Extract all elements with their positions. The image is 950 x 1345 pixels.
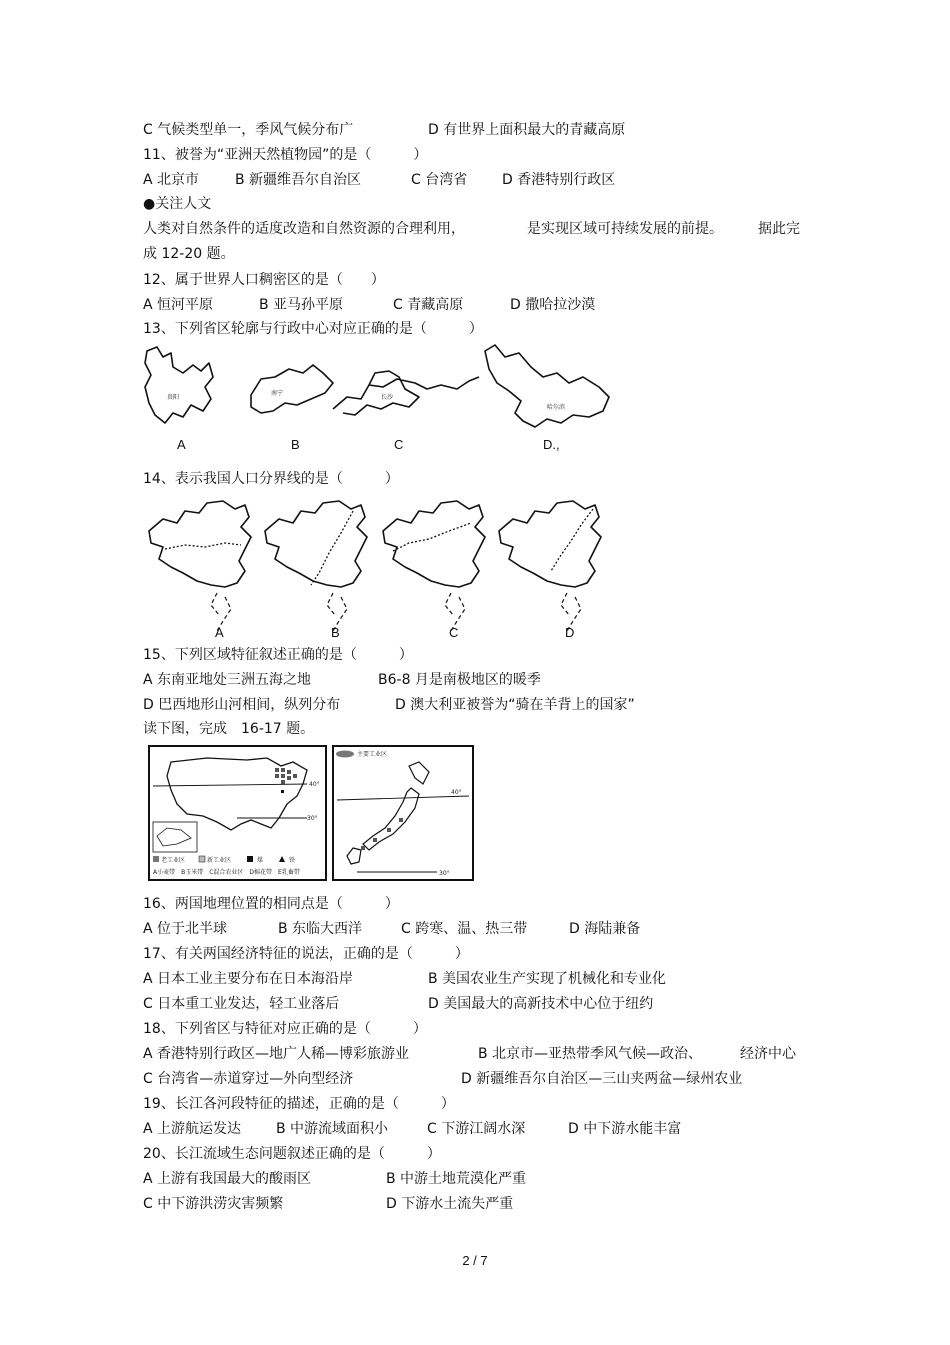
q17-option-b: B 美国农业生产实现了机械化和专业化 [428,971,667,987]
q17-stem: 17、有关两国经济特征的说法，正确的是（ ） [143,946,469,962]
usa-map [149,746,326,880]
japan-lat-30: 30° [439,870,450,877]
q13-outline-c [333,371,479,415]
japan-map [333,746,473,880]
q10-option-c: C 气候类型单一，季风气候分布广 [143,122,354,138]
japan-legend-industrial: 主要工业区 [357,751,388,758]
q13-city-b: 南宁 [271,390,284,397]
q13-outline-d [485,345,609,427]
q11-option-c: C 台湾省 [411,172,468,188]
q16-stem: 16、两国地理位置的相同点是（ ） [143,896,399,912]
section-intro-part1: 人类对自然条件的适度改造和自然资源的合理利用， [143,221,465,237]
section-title: ●关注人文 [143,196,212,212]
section-intro-part2: 是实现区域可持续发展的前提。 [527,221,723,237]
usa-legend-belts: A小麦带 B玉米带 C混合农业区 D棉花带 E乳畜带 [153,869,300,876]
q16-option-b: B 东临大西洋 [278,921,363,937]
q19-stem: 19、长江各河段特征的描述，正确的是（ ） [143,1096,455,1112]
q17-option-c: C 日本重工业发达，轻工业落后 [143,996,340,1012]
q14-stem: 14、表示我国人口分界线的是（ ） [143,471,399,487]
q18-stem: 18、下列省区与特征对应正确的是（ ） [143,1021,427,1037]
q12-option-b: B 亚马孙平原 [259,297,344,313]
q16-option-a: A 位于北半球 [143,921,228,937]
q17-option-d: D 美国最大的高新技术中心位于纽约 [428,996,654,1012]
q20-option-a: A 上游有我国最大的酸雨区 [143,1171,312,1187]
q14-map-c [383,501,485,639]
q14-map-a [149,501,251,639]
q18-option-b-part2: 经济中心 [740,1046,796,1062]
q14-map-d [499,501,601,639]
q19-option-a: A 上游航运发达 [143,1121,242,1137]
q11-option-a: A 北京市 [143,172,200,188]
q12-option-a: A 恒河平原 [143,297,214,313]
q13-label-c: C [394,437,404,452]
q20-stem: 20、长江流域生态问题叙述正确的是（ ） [143,1146,441,1162]
q14-label-d: D [565,625,575,639]
q13-stem: 13、下列省区轮廓与行政中心对应正确的是（ ） [143,321,483,337]
q13-outline-b [251,365,333,413]
q12-stem: 12、属于世界人口稠密区的是（ ） [143,272,385,288]
q20-option-d: D 下游水土流失严重 [386,1196,514,1212]
q13-city-c: 长沙 [381,394,394,401]
q14-map-b [265,501,367,639]
q13-label-a: A [177,437,186,452]
q13-city-a: 贵阳 [167,394,180,401]
q17-option-a: A 日本工业主要分布在日本海沿岸 [143,971,354,987]
q18-option-b-part1: B 北京市—亚热带季风气候—政治、 [478,1046,703,1062]
q11-option-b: B 新疆维吾尔自治区 [235,172,362,188]
usa-legend-new-industrial: 新工业区 [207,857,232,864]
q15-option-a: A 东南亚地处三洲五海之地 [143,672,312,688]
q16-option-d: D 海陆兼备 [569,921,641,937]
q14-label-a: A [215,625,224,639]
q18-option-c: C 台湾省—赤道穿过—外向型经济 [143,1071,354,1087]
q13-outline-a [145,347,213,423]
q14-label-c: C [449,625,459,639]
japan-lat-40: 40° [451,789,462,796]
usa-legend-old-industrial: 老工业区 [161,857,186,864]
q18-option-a: A 香港特别行政区—地广人稀—博彩旅游业 [143,1046,410,1062]
q12-option-c: C 青藏高原 [393,297,464,313]
q18-option-d: D 新疆维吾尔自治区—三山夹两盆—绿州农业 [461,1071,743,1087]
usa-lat-40: 40° [309,781,320,788]
q12-option-d: D 撒哈拉沙漠 [510,297,596,313]
q16-17-maps-figure [147,744,477,884]
q13-city-d: 哈尔滨 [547,404,566,411]
q15-option-d1: D 巴西地形山河相间，纵列分布 [143,697,341,713]
q14-label-b: B [331,625,340,639]
q11-stem: 11、被誉为“亚洲天然植物园”的是（ ） [143,147,428,163]
q15-option-d2: D 澳大利亚被誉为“骑在羊背上的国家” [395,697,635,713]
q20-option-b: B 中游土地荒漠化严重 [386,1171,527,1187]
usa-lat-30: 30° [307,815,318,822]
page-number: 2 / 7 [462,1253,488,1268]
q19-option-d: D 中下游水能丰富 [568,1121,682,1137]
section-intro-part3: 据此完 [758,221,800,237]
q11-option-d: D 香港特别行政区 [502,172,616,188]
q13-label-d: D., [543,437,560,452]
q13-label-b: B [291,437,300,452]
section-intro-part4: 成 12-20 题。 [143,246,235,262]
q19-option-b: B 中游流域面积小 [276,1121,389,1137]
q16-option-c: C 跨寒、温、热三带 [401,921,528,937]
q10-option-d: D 有世界上面积最大的青藏高原 [428,122,626,138]
q13-province-outlines-figure [143,343,613,455]
q15-option-b: B6-8 月是南极地区的暖季 [378,672,541,688]
q20-option-c: C 中下游洪涝灾害频繁 [143,1196,284,1212]
q19-option-c: C 下游江阔水深 [427,1121,526,1137]
usa-legend-coal: 煤 [257,857,264,864]
usa-legend-iron: 铁 [289,857,296,864]
q15-stem: 15、下列区域特征叙述正确的是（ ） [143,647,413,663]
read-figure-instruction: 读下图，完成 16-17 题。 [143,721,315,737]
q14-china-maps-figure [143,497,613,639]
